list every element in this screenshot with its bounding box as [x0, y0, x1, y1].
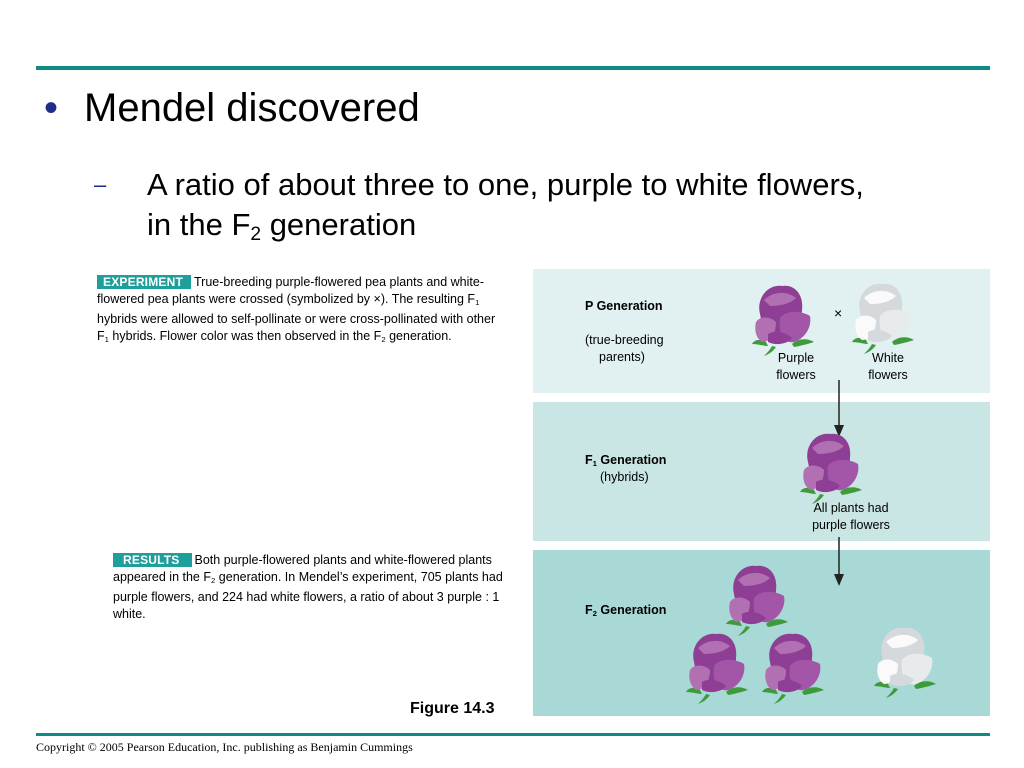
experiment-text-4: generation. [385, 328, 452, 343]
results-label: RESULTS [113, 553, 192, 567]
purple-flowers-label-2: flowers [776, 368, 816, 382]
p-generation-title: P Generation [585, 299, 663, 313]
white-flowers-label-1: White [872, 351, 904, 365]
f1-result-label-2: purple flowers [812, 518, 890, 532]
bullet-marker: • [44, 86, 59, 130]
copyright-footer: Copyright © 2005 Pearson Education, Inc. publishing as Benjamin Cummings [36, 740, 413, 754]
f2-purple-flower-icon [762, 628, 826, 706]
results-sub-1: 2 [211, 575, 216, 585]
p-generation-subtitle-2: parents) [599, 350, 645, 364]
f2-purple-flower-icon [726, 560, 790, 638]
experiment-label: EXPERIMENT [97, 275, 191, 289]
main-bullet-text: Mendel discovered [84, 86, 420, 130]
results-text-2: generation. In Mendel’s experiment, 705 plants had purple flowers, and 224 had white flowers, a ratio of about 3 purple : 1 white. [113, 570, 503, 621]
results-caption [113, 552, 508, 623]
f2-generation-title [585, 602, 666, 622]
purple-flowers-label-1: Purple [777, 351, 815, 365]
f2-white-flower-icon [874, 622, 938, 700]
experiment-text-2: hybrids were allowed to self-pollinate or were cross-pollinated with other F [97, 311, 496, 343]
experiment-sub-3: 2 [381, 334, 386, 344]
main-bullet [44, 84, 420, 132]
sub-bullet-marker: – [94, 172, 107, 197]
sub-bullet-line-2-end: generation [261, 207, 417, 242]
figure-label: Figure 14.3 [410, 700, 495, 717]
white-flower-icon [852, 278, 916, 356]
sub-bullet-text [147, 165, 987, 255]
f1-purple-flower-icon [800, 428, 864, 506]
sub-bullet-line-2-start: in the F [147, 207, 251, 242]
top-divider [36, 66, 990, 70]
f1-to-f2-arrow [832, 537, 846, 587]
f2-title-start: F [585, 603, 593, 617]
f2-purple-flower-icon [686, 628, 750, 706]
f1-title-sub: 1 [592, 458, 597, 468]
sub-bullet-line-1: A ratio of about three to one, purple to white flowers, [147, 167, 864, 202]
sub-bullet-line-2 [147, 205, 987, 255]
p-generation-subtitle-1: (true-breeding [585, 333, 664, 347]
results-text-1: Both purple-flowered plants and white-flowered plants appeared in the F [113, 553, 492, 584]
experiment-caption [97, 274, 507, 348]
purple-flower-icon [752, 280, 816, 358]
sub-bullet-subscript: 2 [250, 223, 262, 245]
experiment-text-3: hybrids. Flower color was then observed in the F [108, 328, 382, 343]
f1-title-end: Generation [596, 453, 667, 467]
experiment-sub-1: 1 [475, 297, 480, 307]
cross-symbol: × [834, 305, 843, 321]
f2-title-sub: 2 [592, 608, 597, 618]
f1-result-label-1: All plants had [813, 501, 889, 515]
experiment-sub-2: 1 [104, 334, 109, 344]
f1-title-start: F [585, 453, 593, 467]
bottom-divider [36, 733, 990, 736]
f2-title-end: Generation [596, 603, 667, 617]
f1-generation-subtitle: (hybrids) [600, 470, 649, 484]
white-flowers-label-2: flowers [868, 368, 908, 382]
experiment-text-1: True-breeding purple-flowered pea plants and white-flowered pea plants were crossed (symbolized by ×). The resulting F [97, 275, 484, 306]
